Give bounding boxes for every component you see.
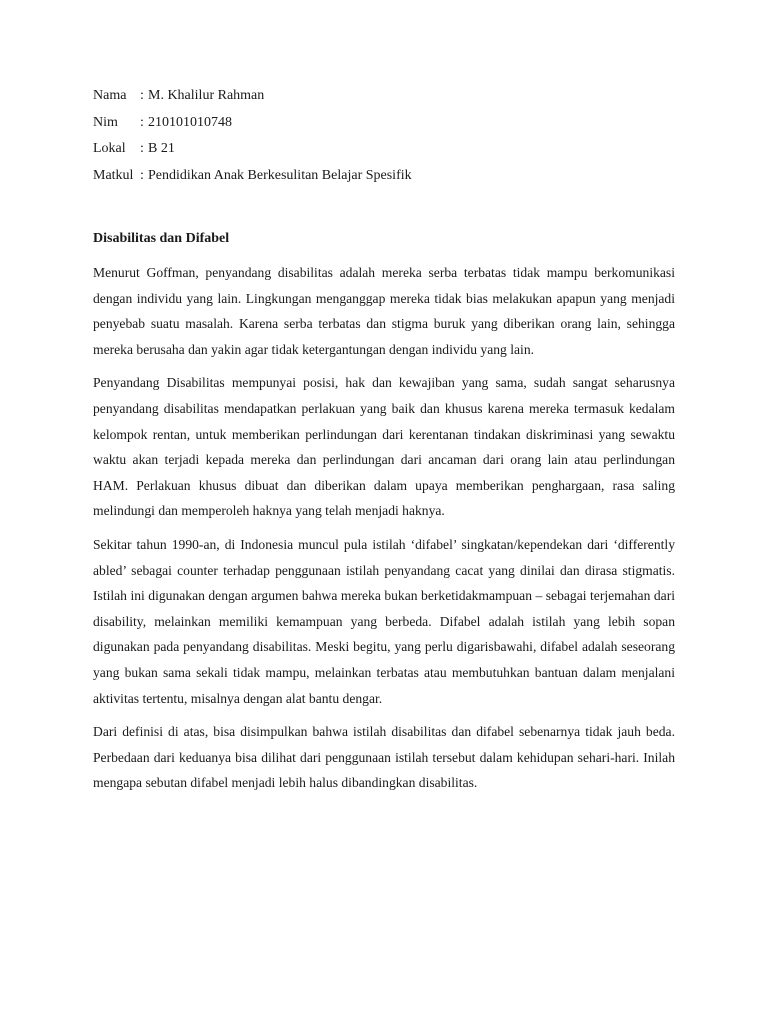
info-value: 210101010748 [148, 114, 232, 130]
info-label: Nim [93, 114, 118, 130]
info-label: Nama [93, 88, 127, 103]
info-separator: : [140, 141, 144, 156]
info-label: Lokal [93, 141, 126, 156]
info-row-nama [93, 86, 412, 113]
document-title: Disabilitas dan Difabel [93, 231, 230, 246]
info-row-matkul [93, 166, 412, 193]
paragraph: Dari definisi di atas, bisa disimpulkan bahwa istilah disabilitas dan difabel sebenarnya tidak jauh beda. Perbedaan dari keduanya bisa dilihat dari penggunaan istilah tersebut dalam kehidupan sehari-hari. Inilah mengapa sebutan difabel menjadi lebih halus dibandingkan disabilitas. [93, 724, 675, 791]
info-value: B 21 [148, 141, 175, 156]
info-value: M. Khalilur Rahman [148, 88, 265, 103]
info-row-lokal [93, 139, 412, 166]
info-separator: : [140, 114, 144, 130]
student-info-header [93, 86, 412, 192]
info-separator: : [140, 88, 144, 103]
paragraph: Penyandang Disabilitas mempunyai posisi, hak dan kewajiban yang sama, sudah sangat seharusnya penyandang disabilitas mendapatkan perlakuan yang baik dan khusus karena mereka termasuk kedalam kelompok rentan, untuk memberikan perlindungan dari kerentanan tindakan diskriminasi yang sewaktu waktu akan terjadi kepada mereka dan perlindungan dari ancaman dari orang lain atau perlindungan HAM. Perlakuan khusus dibuat dan diberikan dalam upaya memberikan penghargaan, rasa saling melindungi dan memperoleh haknya yang telah menjadi haknya. [93, 375, 675, 519]
paragraph: Sekitar tahun 1990-an, di Indonesia muncul pula istilah ‘difabel’ singkatan/kependekan dari ‘differently abled’ sebagai counter terhadap penggunaan istilah penyandang cacat yang dinilai dan dirasa stigmatis. Istilah ini digunakan dengan argumen bahwa mereka bukan berketidakmampuan – sebagai terjemahan dari disability, melainkan memiliki kemampuan yang berbeda. Difabel adalah istilah yang lebih sopan digunakan pada penyandang disabilitas. Meski begitu, yang perlu digarisbawahi, difabel adalah seseorang yang bukan sama sekali tidak mampu, melainkan terbatas atau membutuhkan bantuan dalam menjalani aktivitas tertentu, misalnya dengan alat bantu dengar. [93, 536, 675, 706]
info-row-nim [93, 113, 412, 140]
document-body [93, 260, 675, 804]
paragraph: Menurut Goffman, penyandang disabilitas adalah mereka serba terbatas tidak mampu berkomunikasi dengan individu yang lain. Lingkungan menganggap mereka tidak bias melakukan apapun yang menjadi penyebab suatu masalah. Karena serba terbatas dan stigma buruk yang diberikan orang lain, sehingga mereka berusaha dan yakin agar tidak ketergantungan dengan individu yang lain. [93, 265, 675, 357]
info-label: Matkul [93, 167, 134, 183]
info-separator: : [140, 167, 144, 183]
info-value: Pendidikan Anak Berkesulitan Belajar Spesifik [148, 167, 412, 183]
